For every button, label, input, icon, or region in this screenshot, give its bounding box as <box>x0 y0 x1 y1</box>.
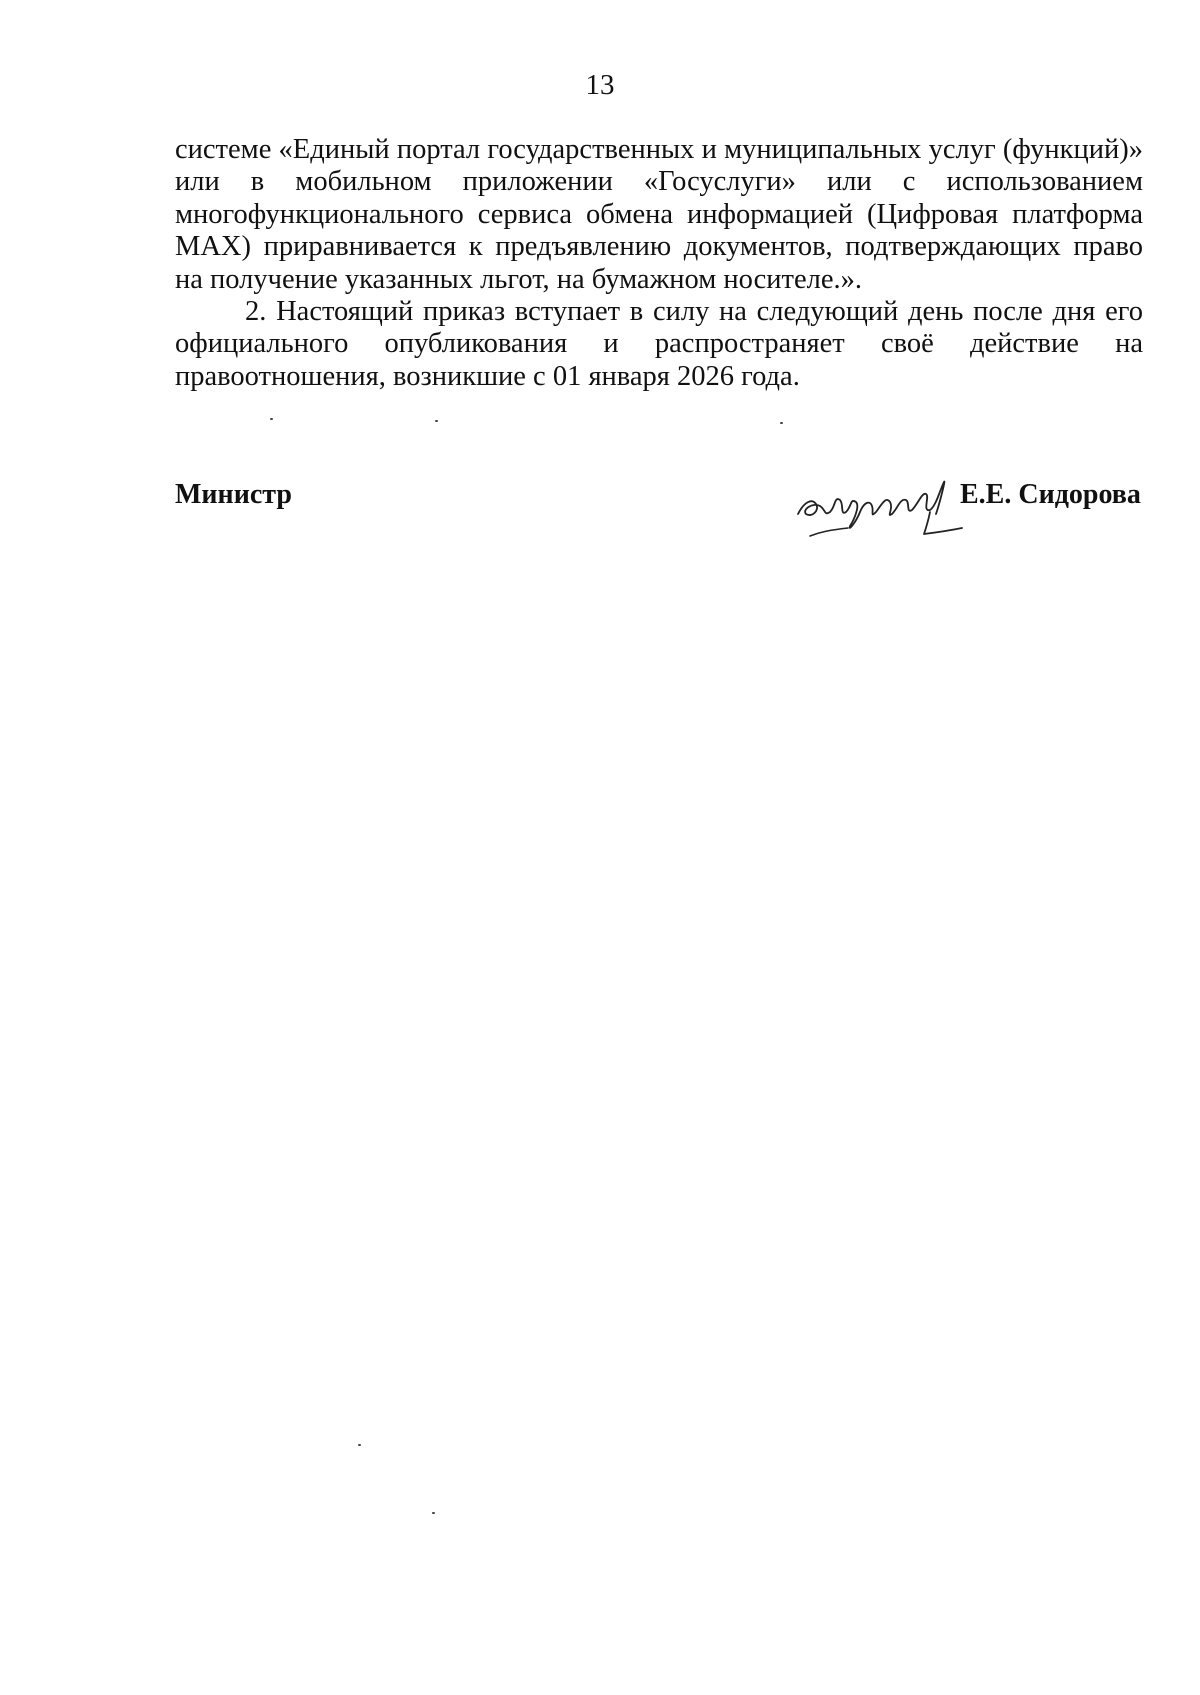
paragraph-effective-date: 2. Настоящий приказ вступает в силу на следующий день после дня его официального опубликования и распространяет своё действие на правоотношения, возникшие с 01 января 2026 года. <box>175 296 1143 392</box>
scan-speck <box>432 1512 435 1514</box>
scan-speck <box>780 422 783 424</box>
scan-speck <box>270 418 273 420</box>
signatory-name: Е.Е. Сидорова <box>960 479 1141 510</box>
signatory-title: Министр <box>175 479 292 510</box>
scan-speck <box>435 420 438 422</box>
paragraph-continuation: системе «Единый портал государственных и муниципальных услуг (функций)» или в мобильном приложении «Госуслуги» или с использованием многофункционального сервиса обмена информацией (Цифровая платформа MAX) приравнивается к предъявлению документов, подтверждающих право на получение указанных льгот, на бумажном носителе.». <box>175 134 1143 295</box>
page-number: 13 <box>585 69 615 101</box>
handwritten-signature <box>790 462 965 540</box>
document-body <box>175 134 1143 393</box>
scan-speck <box>358 1444 361 1446</box>
